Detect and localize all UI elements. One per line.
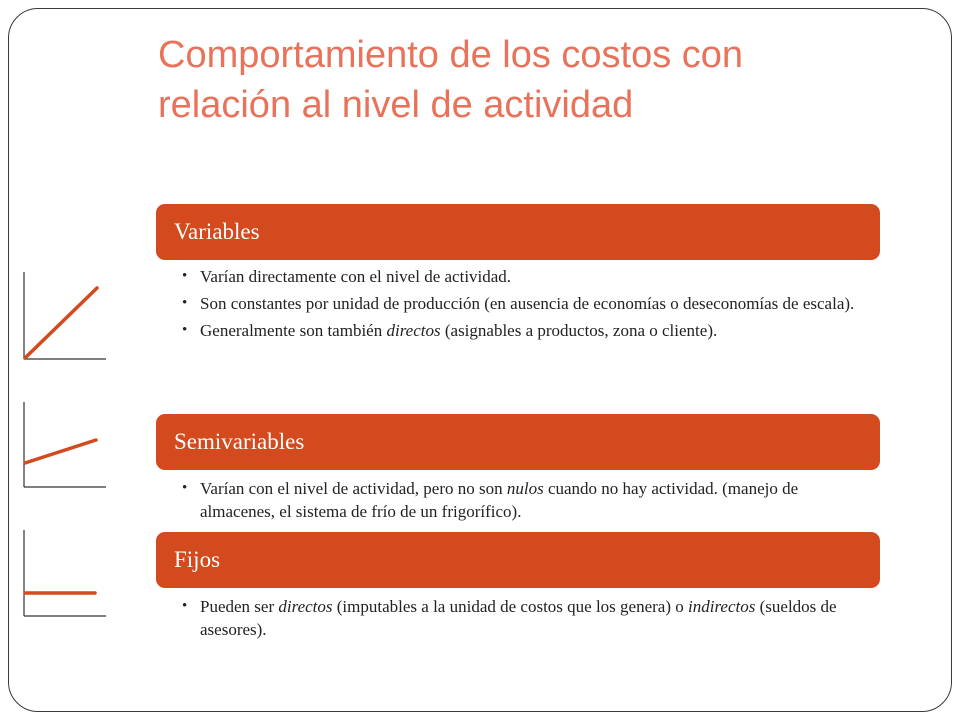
bullet-item (178, 477, 858, 523)
bullet-text: Pueden ser (200, 597, 279, 616)
section-header-fijos: Fijos (156, 532, 880, 588)
bullet-text: (imputables a la unidad de costos que los genera) o (332, 597, 688, 616)
bullet-text: Son constantes por unidad de producción (en ausencia de economías o deseconomías de escala). (200, 294, 855, 313)
bullet-text: cuando no hay actividad. (manejo de almacenes, el sistema de frío de un frigorífico). (200, 479, 799, 521)
cost-line (25, 440, 96, 463)
bullet-list-semivariables (178, 477, 858, 527)
bullet-text-italic: directos (278, 597, 333, 616)
bullet-text-italic: nulos (506, 479, 544, 498)
bullet-item (178, 292, 858, 315)
bullet-list-fijos (178, 595, 858, 645)
bullet-text-italic: directos (386, 321, 441, 340)
bullet-item (178, 265, 858, 288)
bullet-text: Varían con el nivel de actividad, pero no son (200, 479, 507, 498)
title-line-2: relación al nivel de actividad (158, 84, 634, 126)
bullet-text: (sueldos de asesores). (200, 597, 837, 639)
bullet-item (178, 595, 858, 641)
bullet-list-variables (178, 265, 858, 346)
bullet-text: (asignables a productos, zona o cliente). (440, 321, 718, 340)
bullet-item (178, 319, 858, 342)
section-header-variables: Variables (156, 204, 880, 260)
title-line-1: Comportamiento de los costos con (158, 34, 744, 76)
semivariable-cost-graph-icon (18, 400, 108, 490)
fixed-cost-graph-icon (18, 528, 108, 620)
slide-title (158, 30, 918, 130)
cost-line (25, 288, 97, 358)
bullet-text: Generalmente son también (200, 321, 387, 340)
bullet-text: Varían directamente con el nivel de actividad. (200, 267, 512, 286)
bullet-text-italic: indirectos (688, 597, 756, 616)
section-header-semivariables: Semivariables (156, 414, 880, 470)
variable-cost-graph-icon (18, 270, 108, 362)
